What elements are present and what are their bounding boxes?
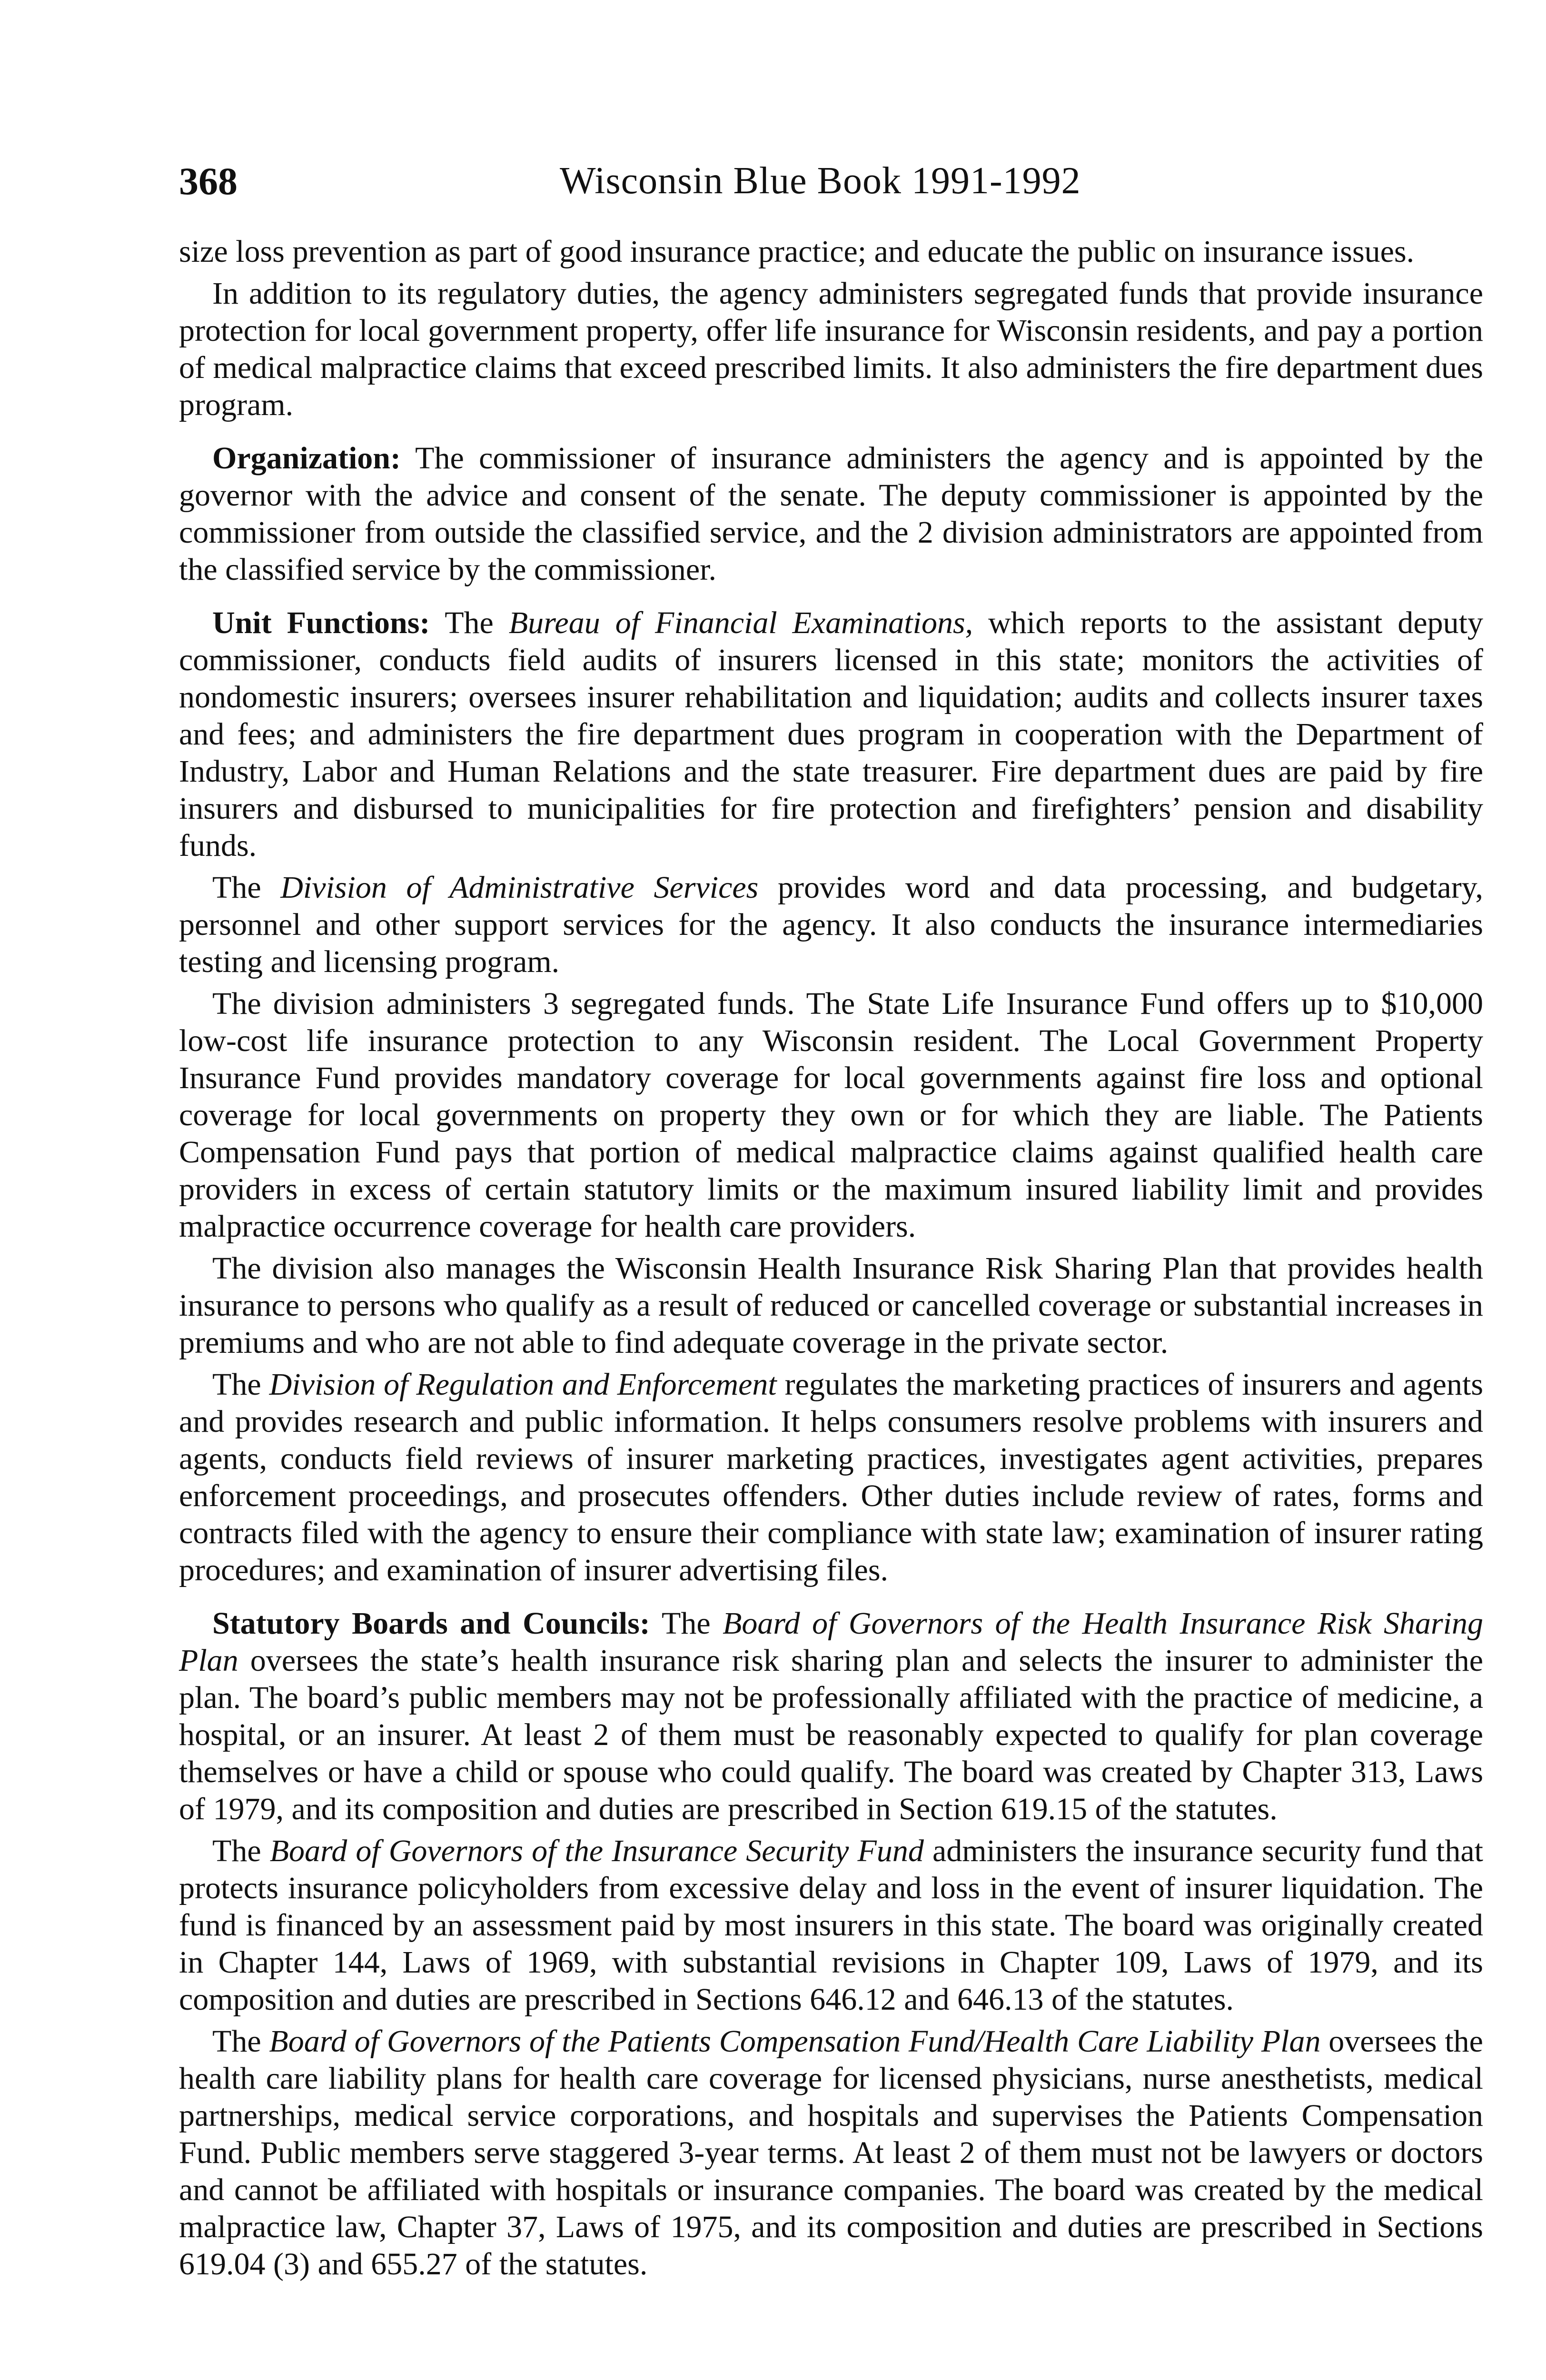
paragraph-text: The division administers 3 segregated funds. The State Life Insurance Fund offers up to $10,000 low-cost life insurance protection to any Wisconsin resident. The Local Government Property Insurance Fund provides mandatory coverage for local governments against fire loss and optional coverage for local governments on property they own or for which they are liable. The Patients Compensation Fund pays that portion of medical malpractice claims against qualified health care providers in excess of certain statutory limits or the maximum insured liability limit and provides malpractice occurrence coverage for health care providers. <box>179 986 1483 1244</box>
paragraph-text: The <box>212 1367 269 1402</box>
paragraph-text: The <box>430 605 509 640</box>
paragraph <box>179 1250 1483 1361</box>
paragraph-text: The division also manages the Wisconsin Health Insurance Risk Sharing Plan that provides health insurance to persons who qualify as a result of reduced or cancelled coverage or substantial increases in premiums and who are not able to find adequate coverage in the private sector. <box>179 1251 1483 1360</box>
paragraph-text: oversees the health care liability plans for health care coverage for licensed physicians, nurse anesthetists, medical partnerships, medical service corporations, and hospitals and supervises the Patients Compensation Fund. Public members serve staggered 3-year terms. At least 2 of them must not be lawyers or doctors and cannot be affiliated with hospitals or insurance companies. The board was created by the medical malpractice law, Chapter 37, Laws of 1975, and its composition and duties are prescribed in Sections 619.04 (3) and 655.27 of the statutes. <box>179 2024 1483 2281</box>
unit-name: Division of Regulation and Enforcement <box>269 1367 777 1402</box>
paragraph-text: The <box>212 870 281 905</box>
board-name: Board of Governors of the Patients Compensation Fund/Health Care Liability Plan <box>269 2024 1321 2059</box>
paragraph <box>179 1366 1483 1589</box>
paragraph-text: administers the insurance security fund that protects insurance policyholders from excessive delay and loss in the event of insurer liquidation. The fund is financed by an assessment paid by most insurers in this state. The board was originally created in Chapter 144, Laws of 1969, with substantial revisions in Chapter 109, Laws of 1979, and its composition and duties are prescribed in Sections 646.12 and 646.13 of the statutes. <box>179 1834 1483 2017</box>
paragraph-text: The <box>650 1606 723 1641</box>
page <box>179 159 1484 2288</box>
body-text <box>179 233 1483 2283</box>
unit-name: Division of Administrative Services <box>280 870 759 905</box>
section-heading: Organization: <box>212 441 401 476</box>
paragraph-text: The <box>212 2024 269 2059</box>
running-head: Wisconsin Blue Book 1991-1992 <box>560 160 1081 202</box>
paragraph-text: The <box>212 1834 270 1868</box>
paragraph-text: regulates the marketing practices of insurers and agents and provides research and public information. It helps consumers resolve problems with insurers and agents, conducts field reviews of insurer marketing practices, investigates agent activities, prepares enforcement proceedings, and prosecutes offenders. Other duties include review of rates, forms and contracts filed with the agency to ensure their compliance with state law; examination of insurer rating procedures; and examination of insurer advertising files. <box>179 1367 1484 1587</box>
paragraph-text: size loss prevention as part of good insurance practice; and educate the public on insurance issues. <box>179 234 1415 269</box>
paragraph-text: In addition to its regulatory duties, the agency administers segregated funds that provide insurance protection for local government property, offer life insurance for Wisconsin residents, and pay a portion of medical malpractice claims that exceed prescribed limits. It also administers the fire department dues program. <box>179 276 1483 422</box>
organization-paragraph <box>179 440 1483 588</box>
paragraph <box>179 869 1483 981</box>
paragraph <box>179 1833 1483 2018</box>
paragraph-text: oversees the state’s health insurance risk sharing plan and selects the insurer to administer the plan. The board’s public members may not be professionally affiliated with the practice of medicine, a hospital, or an insurer. At least 2 of them must be reasonably expected to qualify for plan coverage themselves or have a child or spouse who could qualify. The board was created by Chapter 313, Laws of 1979, and its composition and duties are prescribed in Section 619.15 of the statutes. <box>179 1643 1483 1826</box>
paragraph <box>179 275 1483 424</box>
unit-name: Bureau of Financial Examinations, <box>508 605 973 640</box>
board-name: Board of Governors of the Health Insurance Risk Sharing Plan <box>179 1606 1483 1678</box>
paragraph <box>179 233 1483 270</box>
section-heading: Statutory Boards and Councils: <box>212 1606 650 1641</box>
paragraph-text: provides word and data processing, and budgetary, personnel and other support services for the agency. It also conducts the insurance intermediaries testing and licensing program. <box>179 870 1483 979</box>
board-name: Board of Governors of the Insurance Security Fund <box>269 1834 924 1868</box>
paragraph-text: which reports to the assistant deputy commissioner, conducts field audits of insurers licensed in this state; monitors the activities of nondomestic insurers; oversees insurer rehabilitation and liquidation; audits and collects insurer taxes and fees; and administers the fire department dues program in cooperation with the Department of Industry, Labor and Human Relations and the state treasurer. Fire department dues are paid by fire insurers and disbursed to municipalities for fire protection and firefighters’ pension and disability funds. <box>179 605 1483 863</box>
page-number: 368 <box>179 159 238 203</box>
statutory-boards-paragraph <box>179 1605 1483 1828</box>
section-heading: Unit Functions: <box>212 605 430 640</box>
unit-functions-paragraph <box>179 605 1483 864</box>
paragraph-text: The commissioner of insurance administers the agency and is appointed by the governor with the advice and consent of the senate. The deputy commissioner is appointed by the commissioner from outside the classified service, and the 2 division administrators are appointed from the classified service by the commissioner. <box>179 441 1483 587</box>
paragraph <box>179 985 1483 1245</box>
page-header <box>179 159 1483 233</box>
paragraph <box>179 2023 1483 2283</box>
